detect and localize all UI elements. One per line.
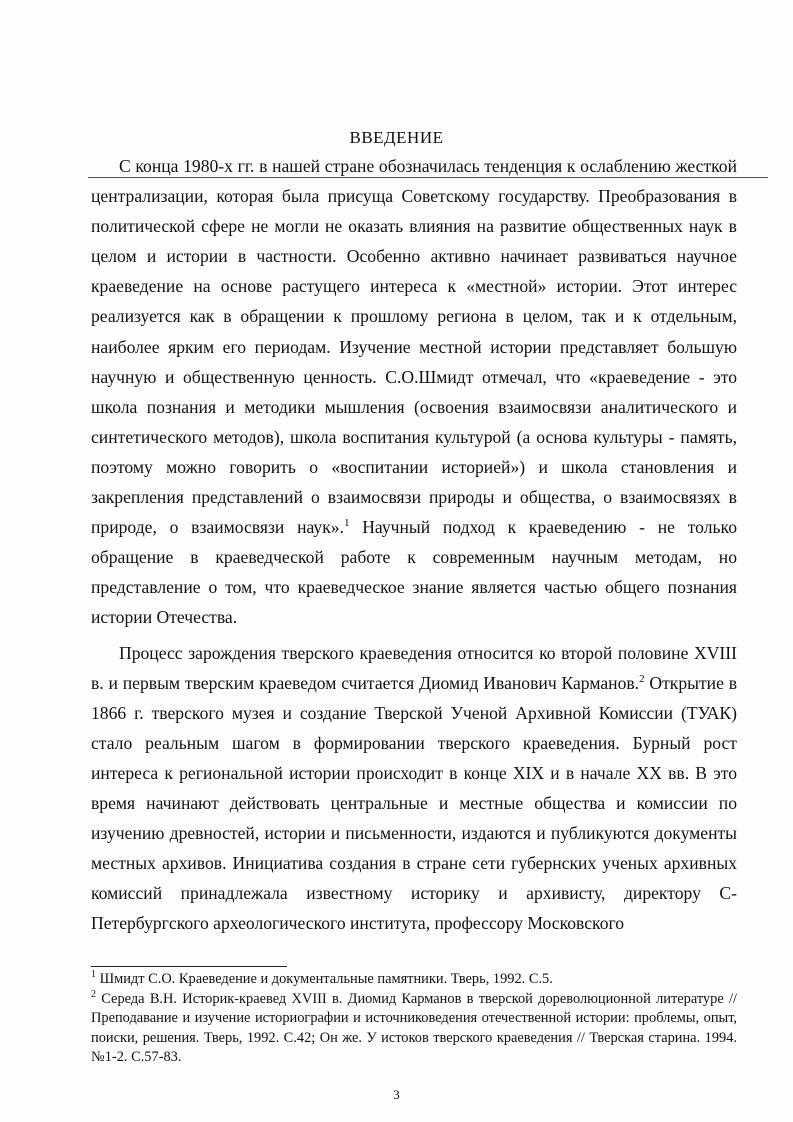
footnote-ref-1: 1 [343,517,350,530]
paragraph-2-text: Процесс зарождения тверского краеведения относится ко второй половине XVIII в. и первым тверским краеведом считается Диомид Иванович Карманов. [91,642,737,693]
footnotes [91,970,737,1068]
footnote-ref-2: 2 [639,672,645,685]
paragraph-1-text-cont: Научный подход к краеведению - не только обращение в краеведческой работе к современным научным методам, но представление о том, что краеведческое знание является частью общего познания истории Отечества. [91,517,737,628]
footnote-1 [91,970,737,990]
page-title: ВВЕДЕНИЕ [349,128,444,147]
paragraph-1 [91,151,737,633]
footnote-2 [91,990,737,1068]
footnote-number-2: 2 [91,988,96,1000]
paragraph-2 [91,638,737,939]
page-number: 3 [393,1087,400,1102]
footnote-number-1: 1 [91,969,96,981]
body-text [91,151,737,943]
paragraph-1-text: С конца 1980-х гг. в нашей стране обозначилась тенденция к ослаблению жесткой централизации, которая была присуща Советскому государству. Преобразования в политической сфере не могли не оказать влияния на развитие общественных наук в целом и истории в частности. Особенно активно начинает развиваться научное краеведение на основе растущего интереса к «местной» истории. Этот интерес реализуется как в обращении к прошлому региона в целом, так и к отдельным, наиболее ярким его периодам. Изучение местной истории представляет большую научную и общественную ценность. С.О.Шмидт отмечал, что «краеведение - это школа познания и методики мышления (освоения взаимосвязи аналитического и синтетического методов), школа воспитания культурой (а основа культуры - память, поэтому можно говорить о «воспитании историей») и школа становления и закрепления представлений о взаимосвязи природы и общества, о взаимосвязях в природе, о взаимосвязи наук». [91,156,737,538]
footnote-2-text: Середа В.Н. Историк-краевед XVIII в. Диомид Карманов в тверской дореволюционной литературе // Преподавание и изучение историографии и источниковедения отечественной истории: проблемы, опыт, поиски, решения. Тверь, 1992. С.42; Он же. У истоков тверского краеведения // Тверская старина. 1994. №1-2. С.57-83. [91,990,737,1065]
footnote-1-text: Шмидт С.О. Краеведение и документальные памятники. Тверь, 1992. С.5. [96,971,553,987]
paragraph-2-text-cont: Открытие в 1866 г. тверского музея и создание Тверской Ученой Архивной Комиссии (ТУАК) стало реальным шагом в формировании тверского краеведения. Бурный рост интереса к региональной истории происходит в конце XIX и в начале XX вв. В это время начинают действовать центральные и местные общества и комиссии по изучению древностей, истории и письменности, издаются и публикуются документы местных архивов. Инициатива создания в стране сети губернских ученых архивных комиссий принадлежала известному историку и архивисту, директору С-Петербургского археологического института, профессору Московского [91,672,738,934]
footnote-separator [91,966,287,967]
